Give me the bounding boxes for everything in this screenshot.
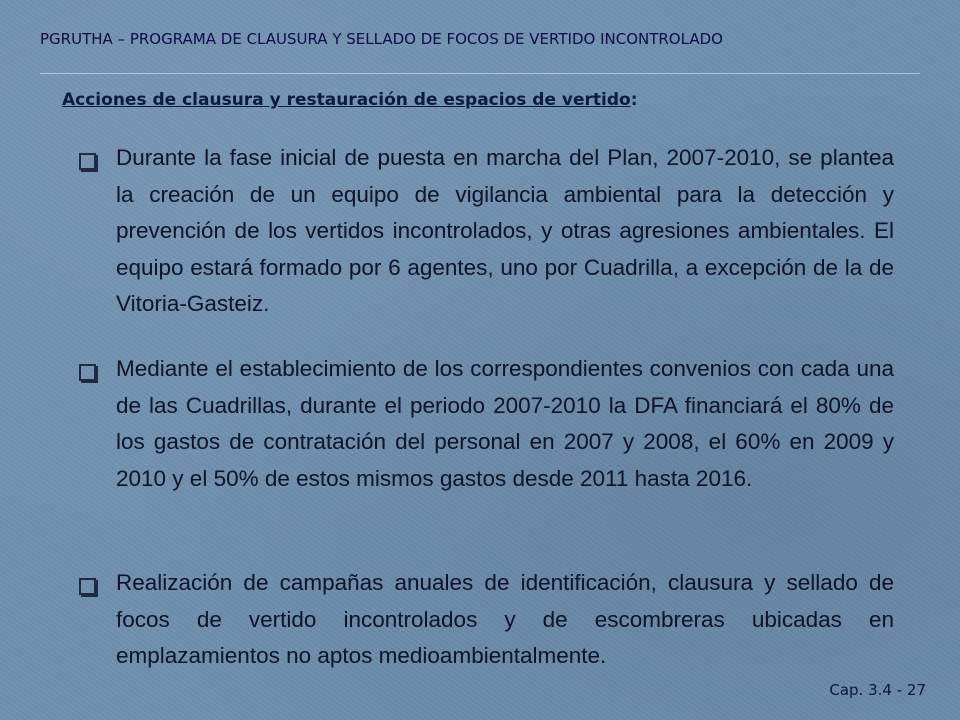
bullet-item bbox=[79, 351, 894, 497]
bullet-text: Durante la fase inicial de puesta en marcha del Plan, 2007-2010, se plantea la creación de un equipo de vigilancia ambiental para la detección y prevención de los vertidos incontrolados, y otras agresiones ambientales. El equipo estará formado por 6 agentes, uno por Cuadrilla, a excepción de la de Vitoria-Gasteiz. bbox=[116, 145, 894, 316]
section-colon: : bbox=[630, 90, 638, 110]
bullet-item bbox=[79, 565, 894, 675]
header-title: PROGRAMA DE CLAUSURA Y SELLADO DE FOCOS DE VERTIDO INCONTROLADO bbox=[129, 30, 723, 48]
slide-header bbox=[40, 30, 920, 48]
page-number: Cap. 3.4 - 27 bbox=[829, 681, 926, 699]
bullet-item bbox=[79, 140, 894, 323]
section-heading bbox=[62, 90, 638, 110]
checkbox-bullet-icon bbox=[79, 578, 96, 595]
bullet-text: Mediante el establecimiento de los correspondientes convenios con cada una de las Cuadrillas, durante el periodo 2007-2010 la DFA financiará el 80% de los gastos de contratación del personal en 2007 y 2008, el 60% en 2009 y 2010 y el 50% de estos mismos gastos desde 2011 hasta 2016. bbox=[116, 356, 894, 491]
bullet-text: Realización de campañas anuales de identificación, clausura y sellado de focos de vertido incontrolados y de escombreras ubicadas en emplazamientos no aptos medioambientalmente. bbox=[116, 570, 894, 668]
checkbox-bullet-icon bbox=[79, 364, 96, 381]
checkbox-bullet-icon bbox=[79, 153, 96, 170]
header-brand: PGRUTHA – bbox=[40, 30, 126, 48]
section-title: Acciones de clausura y restauración de espacios de vertido bbox=[62, 90, 631, 110]
header-divider bbox=[40, 73, 920, 74]
